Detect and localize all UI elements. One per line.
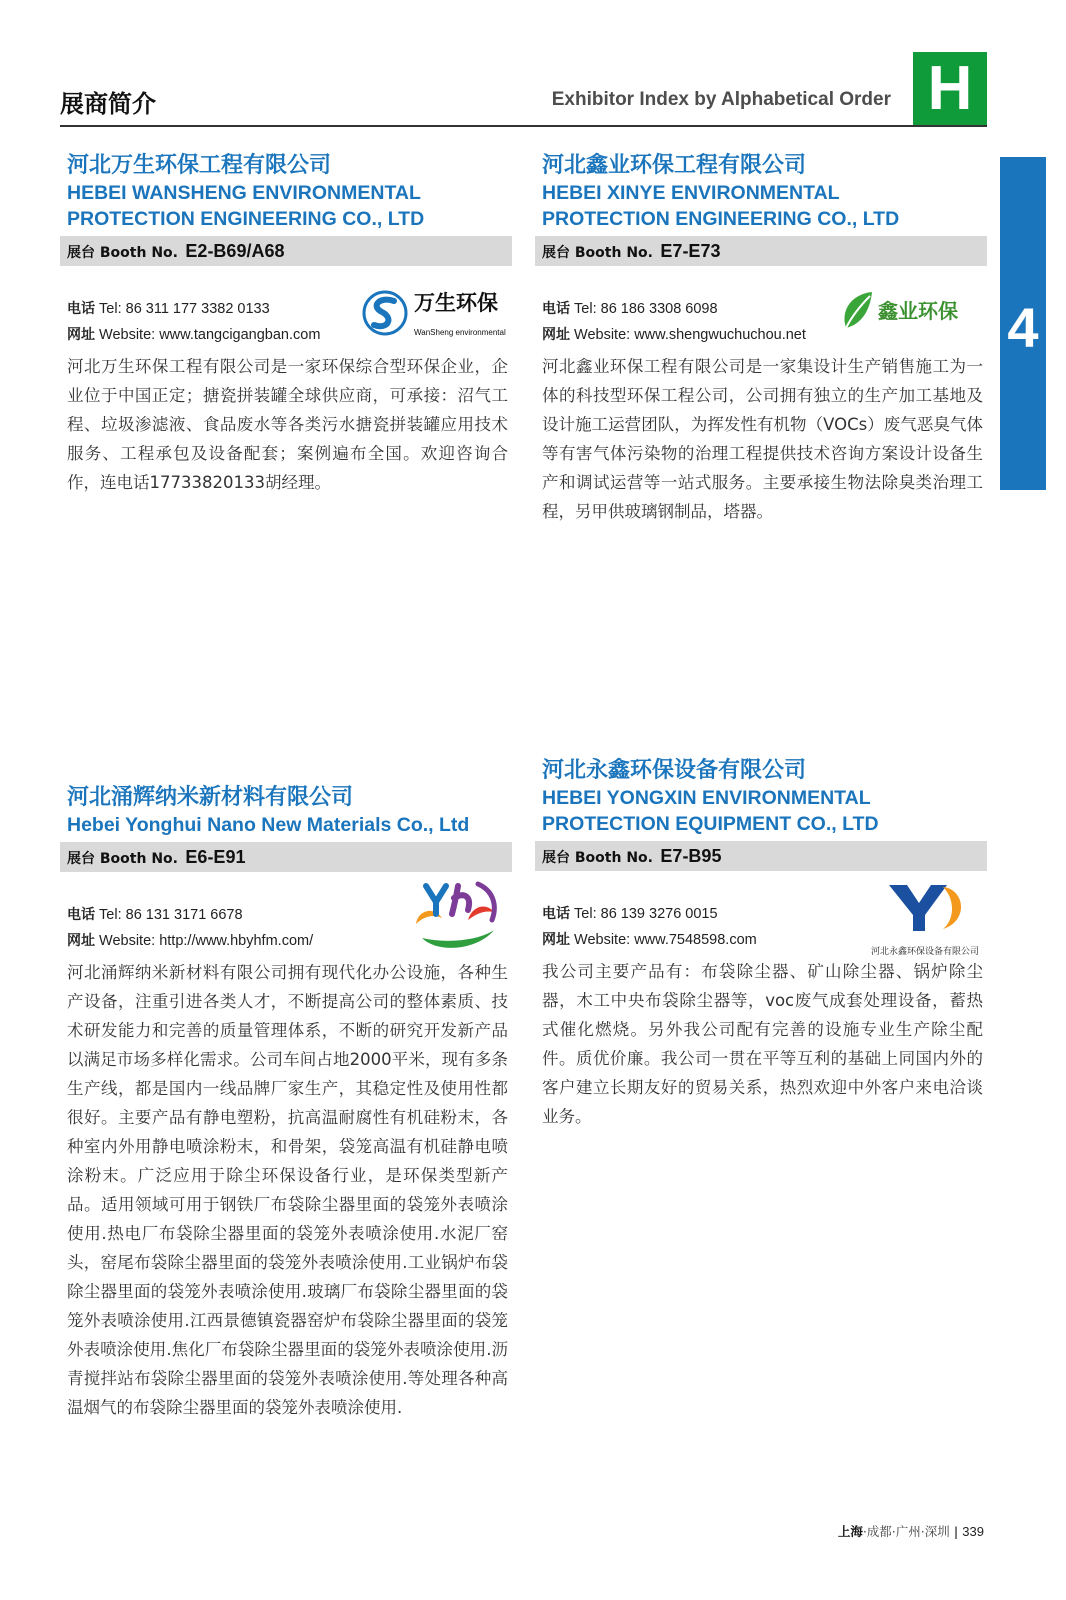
- yonghui-logo-icon: [408, 880, 504, 952]
- company-name-en-line1: HEBEI YONGXIN ENVIRONMENTAL: [542, 787, 871, 809]
- tel-value: Tel: 86 186 3308 6098: [574, 301, 718, 317]
- company-name-cn: 河北鑫业环保工程有限公司: [542, 153, 807, 178]
- contact-block: [535, 266, 987, 352]
- booth-bar: [60, 842, 512, 872]
- website-link[interactable]: Website: http://www.hbyhfm.com/: [99, 933, 314, 949]
- exhibitor-card-yonghui: [60, 784, 512, 1422]
- chapter-number: 4: [1007, 296, 1039, 359]
- website-label: 网址: [67, 327, 95, 343]
- xinye-leaf-logo-icon: [840, 290, 980, 334]
- website-label: 网址: [542, 932, 570, 948]
- website-label: 网址: [542, 327, 570, 343]
- yongxin-logo-icon: [869, 879, 981, 955]
- website-label: 网址: [67, 933, 95, 949]
- chapter-tab: [1000, 157, 1046, 490]
- company-name-en-line2: PROTECTION ENGINEERING CO., LTD: [67, 208, 425, 230]
- alphabet-letter-badge: H: [913, 52, 987, 126]
- exhibitor-card-wansheng: [60, 152, 512, 497]
- booth-number: E6-E91: [185, 847, 246, 867]
- logo-text-cn: 河北永鑫环保设备有限公司: [870, 947, 979, 957]
- footer-separator: |: [953, 1524, 959, 1539]
- booth-label: 展台 Booth No.: [67, 245, 178, 261]
- header-divider: [60, 125, 987, 127]
- booth-bar: [535, 841, 987, 871]
- website-link[interactable]: Website: www.7548598.com: [574, 932, 757, 948]
- contact-block: [60, 266, 512, 352]
- company-name-cn: 河北万生环保工程有限公司: [67, 153, 332, 178]
- logo-text-en: WanSheng environmental: [414, 328, 506, 337]
- company-description: 我公司主要产品有：布袋除尘器、矿山除尘器、锅炉除尘器，木工中央布袋除尘器等，voc废气成套处理设备，蓄热式催化燃烧。另外我公司配有完善的设施专业生产除尘配件。质优价廉。我公司一贯在平等互利的基础上同国内外的客户建立长期友好的贸易关系，热烈欢迎中外客户来电洽谈业务。: [542, 962, 983, 1126]
- contact-block: [60, 872, 512, 958]
- footer-city-main: 上海: [837, 1524, 863, 1539]
- company-name-en-line1: HEBEI WANSHENG ENVIRONMENTAL: [67, 182, 421, 204]
- booth-number: E7-E73: [660, 241, 721, 261]
- booth-number: E7-B95: [660, 846, 722, 866]
- wansheng-logo-icon: [360, 288, 506, 338]
- company-name-en-line2: PROTECTION EQUIPMENT CO., LTD: [542, 813, 879, 835]
- contact-block: [535, 871, 987, 957]
- company-description: 河北涌辉纳米新材料有限公司拥有现代化办公设施，各种生产设备，注重引进各类人才，不断提高公司的整体素质、技术研发能力和完善的质量管理体系，不断的研究开发新产品以满足市场多样化需求。公司车间占地2000平米，现有多条生产线，都是国内一线品牌厂家生产，其稳定性及使用性都很好。主要产品有静电塑粉，抗高温耐腐性有机硅粉末，各种室内外用静电喷涂粉末，和骨架，袋笼高温有机硅静电喷涂粉末。广泛应用于除尘环保设备行业，是环保类型新产品。适用领域可用于钢铁厂布袋除尘器里面的袋笼外表喷涂使用.热电厂布袋除尘器里面的袋笼外表喷涂使用.水泥厂窑头，窑尾布袋除尘器里面的袋笼外表喷涂使用.工业锅炉布袋除尘器里面的袋笼外表喷涂使用.玻璃厂布袋除尘器里面的袋笼外表喷涂使用.江西景德镇瓷器窑炉布袋除尘器里面的袋笼外表喷涂使用.焦化厂布袋除尘器里面的袋笼外表喷涂使用.沥青搅拌站布袋除尘器里面的袋笼外表喷涂使用.等处理各种高温烟气的布袋除尘器里面的袋笼外表喷涂使用.: [67, 963, 508, 1417]
- booth-number: E2-B69/A68: [185, 241, 285, 261]
- company-name-en-line2: PROTECTION ENGINEERING CO., LTD: [542, 208, 900, 230]
- tel-value: Tel: 86 139 3276 0015: [574, 906, 718, 922]
- exhibitor-card-yongxin: [535, 757, 987, 1131]
- booth-label: 展台 Booth No.: [542, 245, 653, 261]
- booth-bar: [60, 236, 512, 266]
- booth-bar: [535, 236, 987, 266]
- company-name-en: Hebei Yonghui Nano New Materials Co., Ltd: [67, 814, 470, 836]
- exhibitor-card-xinye: [535, 152, 987, 526]
- company-name-cn: 河北永鑫环保设备有限公司: [542, 758, 807, 783]
- logo-text-cn: 万生环保: [414, 291, 498, 315]
- page-footer: [838, 1522, 984, 1540]
- booth-label: 展台 Booth No.: [67, 851, 178, 867]
- company-name-cn: 河北涌辉纳米新材料有限公司: [67, 785, 354, 810]
- tel-label: 电话: [67, 907, 95, 923]
- footer-cities: ·成都·广州·深圳: [862, 1524, 950, 1539]
- page-number: 339: [962, 1524, 984, 1539]
- company-name-en-line1: HEBEI XINYE ENVIRONMENTAL: [542, 182, 840, 204]
- booth-label: 展台 Booth No.: [542, 850, 653, 866]
- website-link[interactable]: Website: www.tangcigangban.com: [99, 327, 321, 343]
- tel-value: Tel: 86 131 3171 6678: [99, 907, 243, 923]
- tel-value: Tel: 86 311 177 3382 0133: [99, 301, 270, 317]
- company-description: 河北万生环保工程有限公司是一家环保综合型环保企业，企业位于中国正定；搪瓷拼装罐全球供应商，可承接：沼气工程、垃圾渗滤液、食品废水等各类污水搪瓷拼装罐应用技术服务、工程承包及设备配套；案例遍布全国。欢迎咨询合作，连电话17733820133胡经理。: [67, 357, 508, 492]
- tel-label: 电话: [542, 301, 570, 317]
- tel-label: 电话: [67, 301, 95, 317]
- tel-label: 电话: [542, 906, 570, 922]
- website-link[interactable]: Website: www.shengwuchuchou.net: [574, 327, 806, 343]
- company-description: 河北鑫业环保工程有限公司是一家集设计生产销售施工为一体的科技型环保工程公司，公司拥有独立的生产加工基地及设计施工运营团队，为挥发性有机物（VOCs）废气恶臭气体等有害气体污染物的治理工程提供技术咨询方案设计设备生产和调试运营等一站式服务。主要承接生物法除臭类治理工程，另甲供玻璃钢制品，塔器。: [542, 357, 983, 521]
- index-title: Exhibitor Index by Alphabetical Order: [551, 89, 891, 110]
- page-title: 展商简介: [60, 90, 156, 118]
- logo-text-cn: 鑫业环保: [878, 299, 958, 323]
